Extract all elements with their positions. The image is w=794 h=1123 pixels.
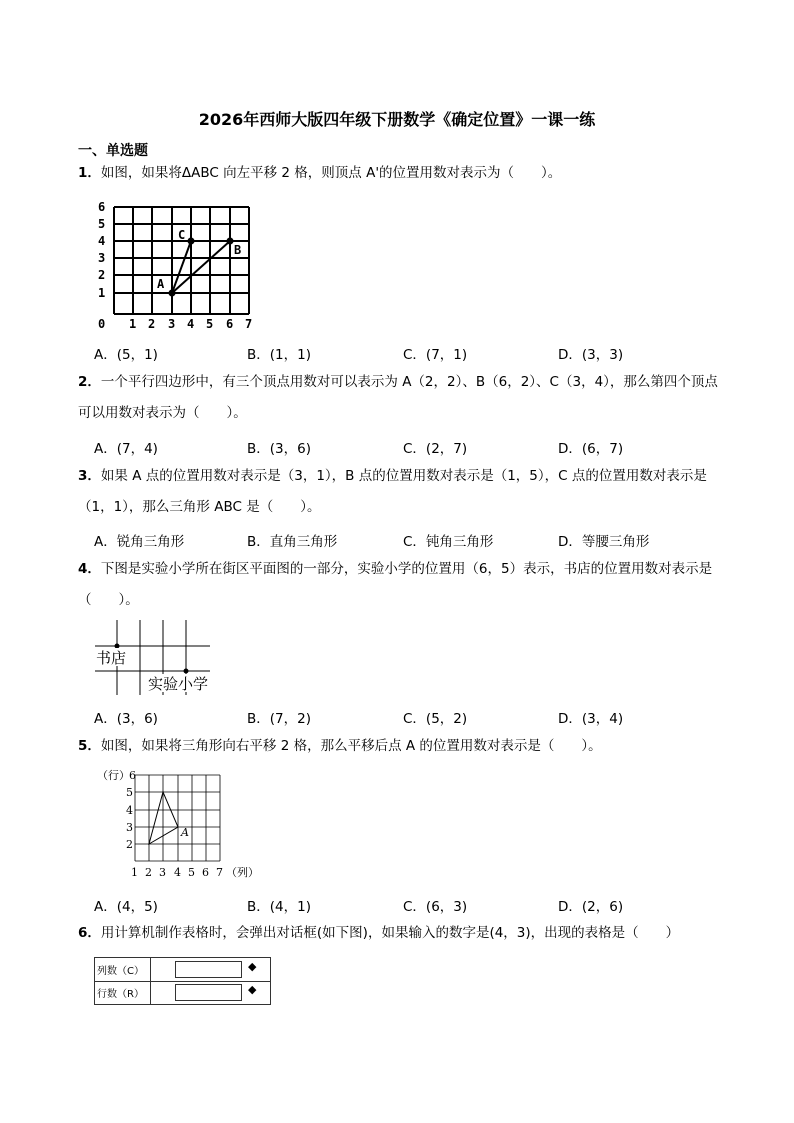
option-b[interactable]: B．(7，2)	[247, 711, 311, 727]
x-tick: 1	[131, 866, 138, 879]
y-tick: 5	[98, 217, 106, 231]
y-tick: 0	[98, 317, 106, 331]
y-tick: 6	[129, 769, 136, 782]
question-text: 如图，如果将三角形向右平移 2 格，那么平移后点 A 的位置用数对表示是（ ）。	[100, 738, 602, 754]
street-map-figure	[92, 620, 227, 700]
school-point	[184, 669, 189, 674]
option-d[interactable]: D．(2，6)	[558, 899, 624, 915]
rows-input[interactable]	[175, 984, 242, 1001]
y-tick: 3	[126, 821, 133, 834]
question-text: 下图是实验小学所在街区平面图的一部分，实验小学的位置用（6，5）表示，书店的位置用数对表示是（ ）。	[78, 561, 713, 608]
option-a[interactable]: A．(3，6)	[94, 711, 158, 727]
columns-row	[95, 958, 270, 981]
question-number: 3．	[78, 468, 101, 484]
question-text: 用计算机制作表格时，会弹出对话框(如下图)，如果输入的数字是(4，3)，出现的表格是（ ）	[100, 925, 680, 941]
options-1	[94, 343, 734, 363]
options-3	[94, 530, 734, 550]
option-a[interactable]: A．(5，1)	[94, 347, 158, 363]
options-5	[94, 895, 734, 915]
spinner-icon[interactable]: ◆	[248, 960, 257, 973]
option-c[interactable]: C．(2，7)	[403, 441, 468, 457]
row-axis-label: （行）	[97, 769, 130, 782]
option-c[interactable]: C．(7，1)	[403, 347, 468, 363]
x-tick: 4	[174, 866, 181, 879]
option-c[interactable]: C．(5，2)	[403, 711, 468, 727]
grid-figure-1	[92, 199, 257, 331]
option-b[interactable]: B．(4，1)	[247, 899, 311, 915]
x-tick: 7	[245, 317, 253, 331]
option-d[interactable]: D．(3，4)	[558, 711, 624, 727]
question-6	[78, 918, 718, 949]
question-3	[78, 461, 718, 523]
option-a[interactable]: A．锐角三角形	[94, 534, 185, 550]
x-tick: 2	[148, 317, 156, 331]
option-d[interactable]: D．(3，3)	[558, 347, 624, 363]
y-tick: 4	[98, 234, 106, 248]
option-d[interactable]: D．等腰三角形	[558, 534, 650, 550]
x-tick: 3	[168, 317, 176, 331]
grid-figure-5	[93, 766, 263, 882]
columns-input[interactable]	[175, 961, 242, 978]
y-tick: 2	[126, 838, 133, 851]
question-number: 2．	[78, 374, 101, 390]
question-5	[78, 731, 718, 762]
option-b[interactable]: B．(3，6)	[247, 441, 311, 457]
x-tick: 4	[187, 317, 195, 331]
options-2	[94, 437, 734, 457]
question-number: 1．	[78, 165, 101, 181]
option-b[interactable]: B．直角三角形	[247, 534, 338, 550]
school-label: 实验小学	[148, 675, 209, 693]
x-tick: 7	[216, 866, 223, 879]
question-number: 6．	[78, 925, 101, 941]
option-a[interactable]: A．(7，4)	[94, 441, 158, 457]
table-dialog	[94, 957, 271, 1005]
x-tick: 3	[159, 866, 166, 879]
option-c[interactable]: C．(6，3)	[403, 899, 468, 915]
option-d[interactable]: D．(6，7)	[558, 441, 624, 457]
shop-label: 书店	[96, 649, 127, 667]
question-number: 4．	[78, 561, 101, 577]
shop-point	[115, 644, 120, 649]
x-tick: 1	[129, 317, 137, 331]
point-a	[169, 290, 176, 297]
option-c[interactable]: C．钝角三角形	[403, 534, 494, 550]
label-a: A	[157, 277, 165, 291]
x-tick: 6	[202, 866, 209, 879]
question-4	[78, 554, 718, 616]
x-tick: 2	[145, 866, 152, 879]
option-b[interactable]: B．(1，1)	[247, 347, 311, 363]
rows-row	[95, 981, 270, 1004]
label-b: B	[234, 243, 242, 257]
question-text: 如果 A 点的位置用数对表示是（3，1），B 点的位置用数对表示是（1，5），C 点的位置用数对表示是（1，1），那么三角形 ABC 是（ ）。	[78, 468, 707, 515]
y-tick: 1	[98, 286, 106, 300]
page-title: 2026年西师大版四年级下册数学《确定位置》一课一练	[198, 110, 596, 129]
rows-label: 行数（R）	[97, 989, 144, 1000]
point-b	[227, 238, 234, 245]
section-heading: 一、单选题	[78, 143, 148, 159]
question-text: 一个平行四边形中，有三个顶点用数对可以表示为 A（2，2）、B（6，2）、C（3，4），那么第四个顶点可以用数对表示为（ ）。	[78, 374, 718, 421]
columns-label: 列数（C）	[97, 966, 144, 977]
y-tick: 2	[98, 268, 106, 282]
x-tick: 5	[206, 317, 214, 331]
question-number: 5．	[78, 738, 101, 754]
options-4	[94, 707, 734, 727]
question-2	[78, 367, 718, 429]
y-tick: 5	[126, 786, 133, 799]
x-tick: 6	[226, 317, 234, 331]
y-tick: 3	[98, 251, 106, 265]
question-1	[78, 158, 718, 189]
spinner-icon[interactable]: ◆	[248, 983, 257, 996]
point-a-label: A	[181, 826, 189, 839]
x-tick: 5	[188, 866, 195, 879]
point-c	[188, 238, 195, 245]
question-text: 如图，如果将ΔABC 向左平移 2 格，则顶点 A'的位置用数对表示为（ ）。	[100, 165, 562, 181]
label-c: C	[178, 228, 186, 242]
y-tick: 4	[126, 804, 133, 817]
option-a[interactable]: A．(4，5)	[94, 899, 158, 915]
y-tick: 6	[98, 200, 106, 214]
col-axis-label: （列）	[226, 866, 259, 879]
